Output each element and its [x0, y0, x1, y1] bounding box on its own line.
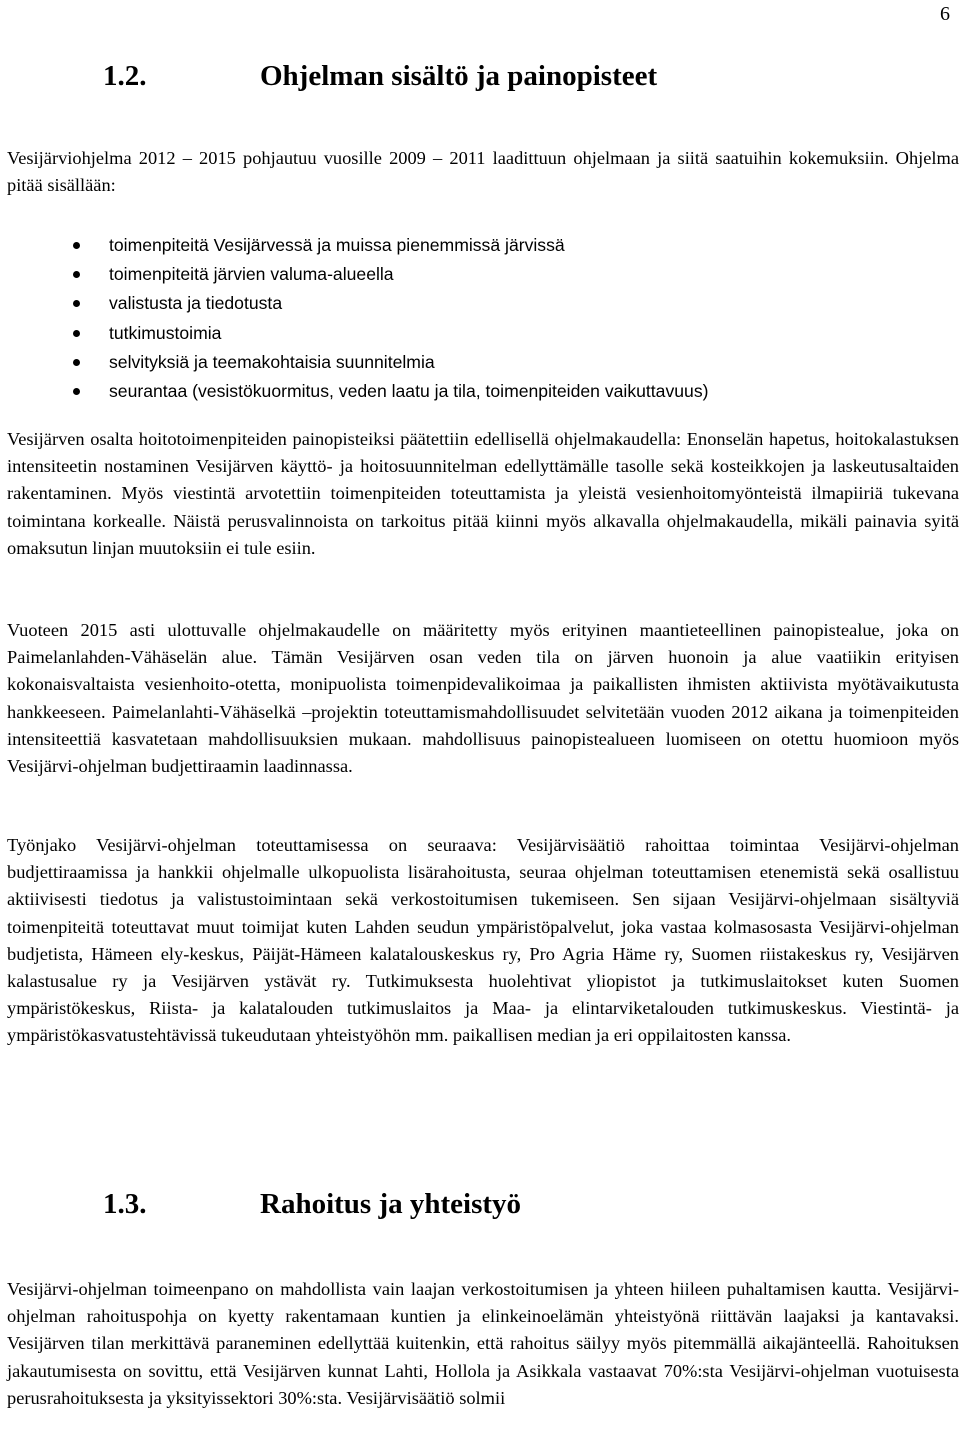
body-paragraph: Vuoteen 2015 asti ulottuvalle ohjelmakaudelle on määritetty myös erityinen maantieteellinen painopistealue, joka on Paimelanlahden-Vähäselän alue. Tämän Vesijärven osan veden tila on järven huonoin ja alue vaatiikin erityisen kokonaisvaltaista vesienhoito-otetta, monipuolista toimenpidevalikoimaa ja paikallisten ihmisten aktiivista myötävaikutusta hankkeeseen. Paimelanlahti-Vähäselkä –projektin toteuttamismahdollisuudet selvitetään vuoden 2012 aikana ja toimenpiteiden intensiteettiä kasvatetaan mahdollisuuksien mukaan. mahdollisuus painopistealueen luomiseen on otettu huomioon myös Vesijärvi-ohjelman budjettiraamin laadinnassa.	[7, 620, 959, 777]
list-item-text: seurantaa (vesistökuormitus, veden laatu ja tila, toimenpiteiden vaikuttavuus)	[109, 380, 709, 401]
section-title: Rahoitus ja yhteistyö	[260, 1188, 522, 1220]
list-item-text: valistusta ja tiedotusta	[109, 293, 283, 314]
list-item	[0, 289, 960, 318]
bullet-list	[0, 231, 960, 406]
list-item	[0, 260, 960, 289]
list-item	[0, 319, 960, 348]
bullet-icon	[73, 388, 80, 395]
body-paragraph: Vesijärven osalta hoitotoimenpiteiden painopisteiksi päätettiin edellisellä ohjelmakaudella: Enonselän hapetus, hoitokalastuksen intensiteetin nostaminen Vesijärven käyttö- ja hoitosuunnitelman edellyttämälle tasolle sekä kosteikkojen ja laskeutusaltaiden rakentaminen. Myös viestintä arvotettiin toimenpiteiden toteuttamista ja yleistä vesienhoitomyönteistä ilmapiiriä tukevana toimintana korkealle. Näistä perusvalinnoista on tarkoitus pitää kiinni myös alkavalla ohjelmakaudella, mikäli painavia syitä omaksutun linjan muutoksiin ei tule esiin.	[7, 429, 959, 558]
list-item-text: selvityksiä ja teemakohtaisia suunnitelmia	[109, 351, 435, 372]
section-number: 1.3.	[103, 1188, 147, 1220]
list-item-text: toimenpiteitä Vesijärvessä ja muissa pienemmissä järvissä	[109, 235, 565, 255]
body-paragraph: Työnjako Vesijärvi-ohjelman toteuttamisessa on seuraava: Vesijärvisäätiö rahoittaa toimintaa Vesijärvi-ohjelman budjettiraamissa ja hankkii ohjelmalle ulkopuolista lisärahoitusta, seuraa ohjelman toteuttamisen etenemistä sekä osallistuu aktiivisesti tiedotus ja valistustoimintaan sekä verkostoitumisen tukemiseen. Sen sijaan Vesijärvi-ohjelmaan sisältyviä toimenpiteitä toteuttavat muut toimijat kuten Lahden seudun ympäristöpalvelut, joka vastaa kolmasosasta Vesijärvi-ohjelman budjetista, Hämeen ely-keskus, Päijät-Hämeen kalatalouskeskus ry, Pro Agria Häme ry, Suomen riistakeskus ry, Vesijärven kalastusalue ry ja Vesijärven ystävät ry. Tutkimuksesta huolehtivat yliopistot ja tutkimuslaitokset kuten Suomen ympäristökeskus, Riista- ja kalatalouden tutkimuslaitos ja Maa- ja elintarviketalouden tutkimuskeskus. Viestintä- ja ympäristökasvatustehtävissä tukeudutaan yhteistyöhön mm. paikallisen median ja eri oppilaitosten kanssa.	[7, 835, 959, 1046]
bullet-icon	[73, 359, 80, 366]
list-item	[0, 377, 960, 406]
list-item	[0, 231, 960, 260]
bullet-icon	[73, 271, 80, 278]
intro-paragraph: Vesijärviohjelma 2012 – 2015 pohjautuu vuosille 2009 – 2011 laadittuun ohjelmaan ja siitä saatuihin kokemuksiin. Ohjelma pitää sisällään:	[7, 148, 959, 196]
section-heading-1-3	[103, 1187, 521, 1221]
list-item	[0, 348, 960, 377]
list-item-text: toimenpiteitä järvien valuma-alueella	[109, 264, 394, 285]
page-number: 6	[940, 3, 950, 25]
bullet-icon	[73, 242, 80, 249]
body-paragraph: Vesijärvi-ohjelman toimeenpano on mahdollista vain laajan verkostoitumisen ja yhteen hiileen puhaltamisen kautta. Vesijärvi-ohjelman rahoituspohja on kyetty rakentamaan kuntien ja elinkeinoelämän yhteistyönä riittävän laajaksi ja kantavaksi. Vesijärven tilan merkittävä paraneminen edellyttää kuitenkin, että rahoitus säilyy myös pitemmällä aikajänteellä. Rahoituksen jakautumisesta on sovittu, että Vesijärven kunnat Lahti, Hollola ja Asikkala vastaavat 70%:sta Vesijärvi-ohjelman vuotuisesta perusrahoituksesta ja yksityissektori 30%:sta. Vesijärvisäätiö solmii	[7, 1279, 959, 1408]
section-heading-1-2	[103, 59, 657, 93]
list-item-text: tutkimustoimia	[109, 322, 222, 343]
section-number: 1.2.	[103, 60, 147, 92]
section-title: Ohjelman sisältö ja painopisteet	[260, 60, 658, 92]
bullet-icon	[73, 330, 80, 337]
bullet-icon	[73, 300, 80, 307]
